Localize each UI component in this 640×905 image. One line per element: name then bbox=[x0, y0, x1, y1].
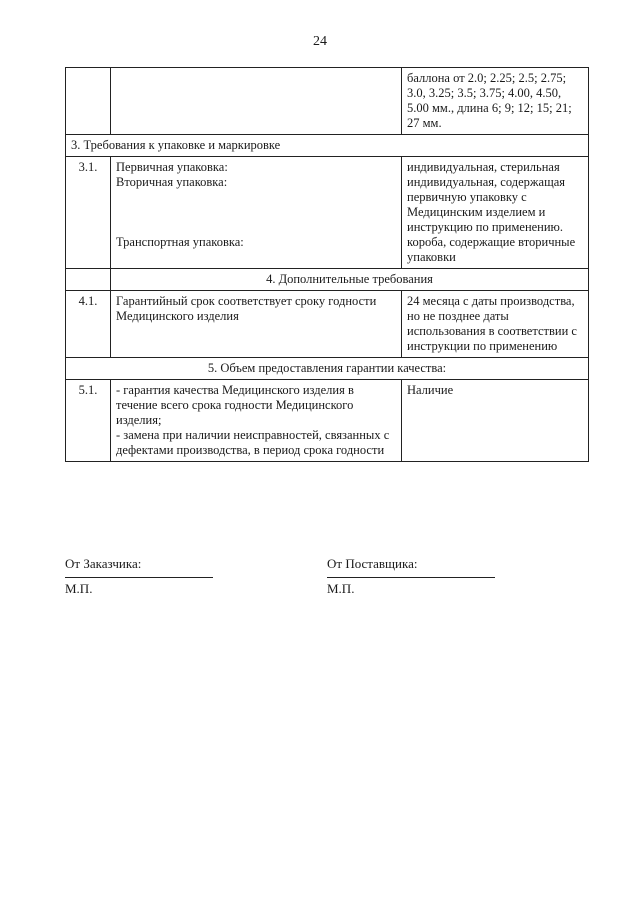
primary-packaging-value: индивидуальная, стерильная bbox=[407, 160, 560, 174]
table-row-3-1 bbox=[66, 157, 589, 269]
balloon-size-values: баллона от 2.0; 2.25; 2.5; 2.75; 3.0, 3.25; 3.5; 3.75; 4.00, 4.50, 5.00 мм., длина 6; 9; 12; 15; 21; 27 мм. bbox=[402, 68, 589, 135]
warranty-text: Гарантийный срок соответствует сроку годности Медицинского изделия bbox=[111, 291, 402, 358]
section-5-header-row bbox=[66, 358, 589, 380]
section-4-title: 4. Дополнительные требования bbox=[111, 269, 589, 291]
customer-signature-line[interactable] bbox=[65, 576, 213, 578]
section-4-header-row bbox=[66, 269, 589, 291]
row-number: 4.1. bbox=[66, 291, 111, 358]
customer-signature-block bbox=[65, 556, 213, 597]
section-5-title: 5. Объем предоставления гарантии качества: bbox=[66, 358, 589, 380]
supplier-label: От Поставщика: bbox=[327, 556, 418, 571]
guarantee-item-2: - замена при наличии неисправностей, связанных с дефектами производства, в период срока годности bbox=[116, 428, 390, 457]
table-row-continuation bbox=[66, 68, 589, 135]
row-number-cell bbox=[66, 68, 111, 135]
secondary-packaging-value: индивидуальная, содержащая первичную упаковку с Медицинским изделием и инструкцию по применению. bbox=[407, 175, 566, 234]
guarantee-item-1: - гарантия качества Медицинского изделия в течение всего срока годности Медицинского изделия; bbox=[116, 383, 354, 427]
section-3-title: 3. Требования к упаковке и маркировке bbox=[66, 135, 589, 157]
customer-label: От Заказчика: bbox=[65, 556, 142, 571]
guarantee-value: Наличие bbox=[402, 380, 589, 462]
spacer bbox=[116, 190, 396, 235]
customer-stamp-label: М.П. bbox=[65, 581, 93, 596]
transport-packaging-value: короба, содержащие вторичные упаковки bbox=[407, 235, 576, 264]
row-text-cell bbox=[111, 68, 402, 135]
packaging-labels bbox=[111, 157, 402, 269]
requirements-table bbox=[65, 67, 589, 462]
row-number: 5.1. bbox=[66, 380, 111, 462]
supplier-signature-block bbox=[327, 556, 495, 597]
warranty-value: 24 месяца с даты производства, но не позднее даты использования в соответствии с инструкции по применению bbox=[402, 291, 589, 358]
guarantee-text bbox=[111, 380, 402, 462]
section-3-header-row bbox=[66, 135, 589, 157]
table-row-4-1 bbox=[66, 291, 589, 358]
primary-packaging-label: Первичная упаковка: bbox=[116, 160, 228, 174]
supplier-signature-line[interactable] bbox=[327, 576, 495, 578]
packaging-values bbox=[402, 157, 589, 269]
table-row-5-1 bbox=[66, 380, 589, 462]
row-number-cell bbox=[66, 269, 111, 291]
transport-packaging-label: Транспортная упаковка: bbox=[116, 235, 244, 249]
secondary-packaging-label: Вторичная упаковка: bbox=[116, 175, 228, 189]
supplier-stamp-label: М.П. bbox=[327, 581, 355, 596]
row-number: 3.1. bbox=[66, 157, 111, 269]
page-number: 24 bbox=[313, 34, 327, 49]
